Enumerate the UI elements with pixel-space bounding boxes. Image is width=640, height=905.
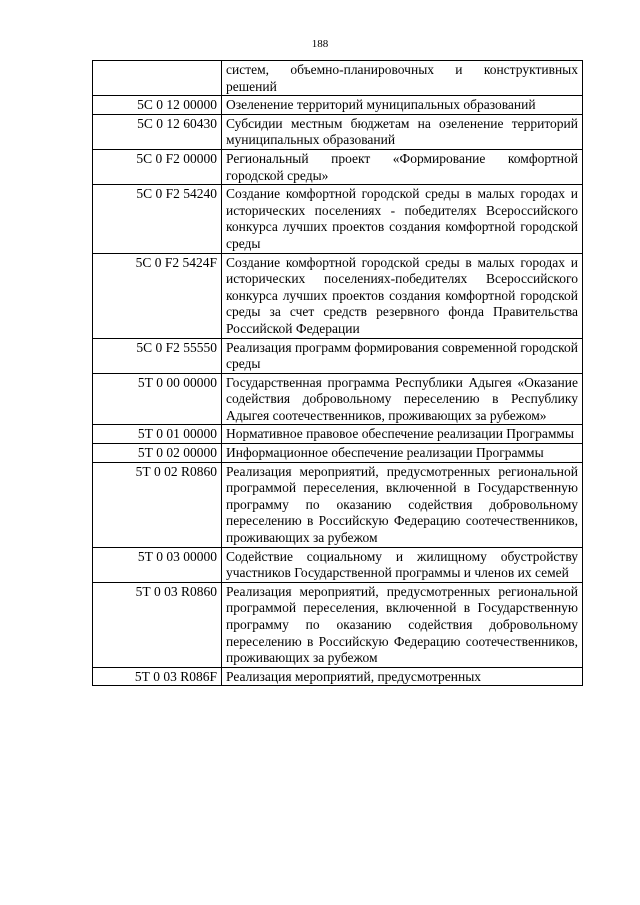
description-line: Реализация мероприятий, предусмотренных (226, 463, 491, 479)
description-line: Реализация мероприятий, предусмотренных (226, 668, 482, 684)
description-line: добровольному переселению в Российскую (226, 496, 578, 529)
description-line: Программы (506, 426, 574, 442)
description-line: участников Государственной программы и членов их (226, 565, 532, 581)
table-row (93, 373, 583, 425)
budget-code-cell: 5С 0 12 60430 (93, 114, 222, 149)
description-line: резервного фонда Правительства Российской (226, 304, 578, 336)
description-line: Государственную программу по оказанию содействия (226, 480, 579, 512)
budget-code-cell: 5Т 0 03 R0860 (93, 582, 222, 667)
description-line: Всероссийского конкурса лучших проектов создания (226, 271, 578, 303)
budget-code-cell: 5Т 0 03 00000 (93, 547, 222, 582)
budget-code-cell: 5Т 0 01 00000 (93, 425, 222, 444)
table-row (93, 547, 583, 582)
description-line: проживающих за рубежом» (388, 407, 547, 423)
description-cell (222, 185, 583, 253)
description-line: Создание комфортной городской среды в малых (226, 254, 515, 270)
budget-code-cell: 5С 0 F2 00000 (93, 149, 222, 184)
description-line: Реализация мероприятий, предусмотренных (226, 583, 491, 599)
description-line: Содействие социальному и жилищному обустройству (226, 548, 578, 564)
description-cell (222, 114, 583, 149)
description-line: территорий муниципальных образований (226, 115, 578, 148)
description-line: региональной программой переселения, включенной в (226, 583, 578, 616)
table-row (93, 667, 583, 686)
description-line: рубежом (327, 530, 378, 546)
description-line: Федерацию соотечественников, проживающих за (226, 513, 578, 546)
table-row (93, 185, 583, 253)
table-row (93, 444, 583, 463)
budget-code-cell: 5Т 0 02 00000 (93, 444, 222, 463)
table-row (93, 96, 583, 115)
table-row (93, 253, 583, 338)
description-line: семей (534, 565, 569, 581)
description-line: Программы (475, 445, 544, 461)
description-line: городах и исторических поселениях-победителях (226, 254, 579, 287)
table-row (93, 582, 583, 667)
description-line: систем, объемно-планировочных и конструктивных (226, 62, 578, 77)
description-line: Республику Адыгея соотечественников, (226, 391, 579, 423)
description-cell (222, 425, 583, 444)
description-line: Государственная программа Республики Адыгея (226, 374, 512, 390)
description-cell (222, 667, 583, 686)
budget-code-cell: 5С 0 F2 54240 (93, 185, 222, 253)
description-line: Озеленение территорий муниципальных образований (226, 97, 536, 113)
description-cell (222, 547, 583, 582)
table-row (93, 149, 583, 184)
table-row (93, 425, 583, 444)
description-cell (222, 373, 583, 425)
description-line: Субсидии местным бюджетам на озеленение (226, 115, 504, 131)
description-line: комфортной городской среды за счет средств (226, 287, 579, 320)
budget-code-cell: 5С 0 F2 55550 (93, 338, 222, 373)
description-cell (222, 338, 583, 373)
description-line: Реализация программ формирования современной (226, 339, 517, 355)
budget-code-cell: 5С 0 12 00000 (93, 96, 222, 115)
description-cell (222, 462, 583, 547)
table-row (93, 462, 583, 547)
description-cell (222, 444, 583, 463)
description-cell (222, 253, 583, 338)
description-line: Федерации (295, 320, 360, 336)
description-line: Всероссийского конкурса лучших проектов создания (226, 202, 578, 235)
description-line: добровольному переселению в Российскую (226, 617, 578, 649)
description-line: городах и исторических поселениях - победителях (226, 186, 579, 218)
budget-code-cell: 5С 0 F2 5424F (93, 253, 222, 338)
table-row (93, 114, 583, 149)
budget-code-cell: 5Т 0 02 R0860 (93, 462, 222, 547)
description-line: Создание комфортной городской среды в малых (226, 186, 515, 202)
description-line: Государственную программу по оказанию содействия (226, 600, 579, 632)
budget-code-cell: 5Т 0 03 R086F (93, 667, 222, 686)
page-number: 188 (311, 38, 329, 50)
description-line: Информационное обеспечение реализации (226, 445, 473, 461)
budget-code-cell (93, 61, 222, 96)
description-line: «Оказание содействия добровольному переселению в (226, 374, 578, 407)
table-row (93, 338, 583, 373)
description-line: комфортной городской среды (226, 219, 579, 251)
description-cell (222, 96, 583, 115)
description-cell (222, 149, 583, 184)
description-line: Региональный проект «Формирование комфортной (226, 150, 578, 166)
description-line: решений (226, 78, 277, 94)
budget-code-table (92, 60, 583, 686)
description-line: рубежом (327, 650, 378, 666)
table-row (93, 61, 583, 96)
description-cell (222, 582, 583, 667)
description-line: Федерацию соотечественников, проживающих за (226, 633, 578, 666)
description-line: региональной программой переселения, включенной в (226, 463, 578, 496)
budget-code-cell: 5Т 0 00 00000 (93, 373, 222, 425)
description-cell (222, 61, 583, 96)
description-line: городской среды (226, 339, 579, 372)
description-line: Нормативное правовое обеспечение реализации (226, 426, 503, 442)
description-line: городской среды» (226, 167, 329, 183)
